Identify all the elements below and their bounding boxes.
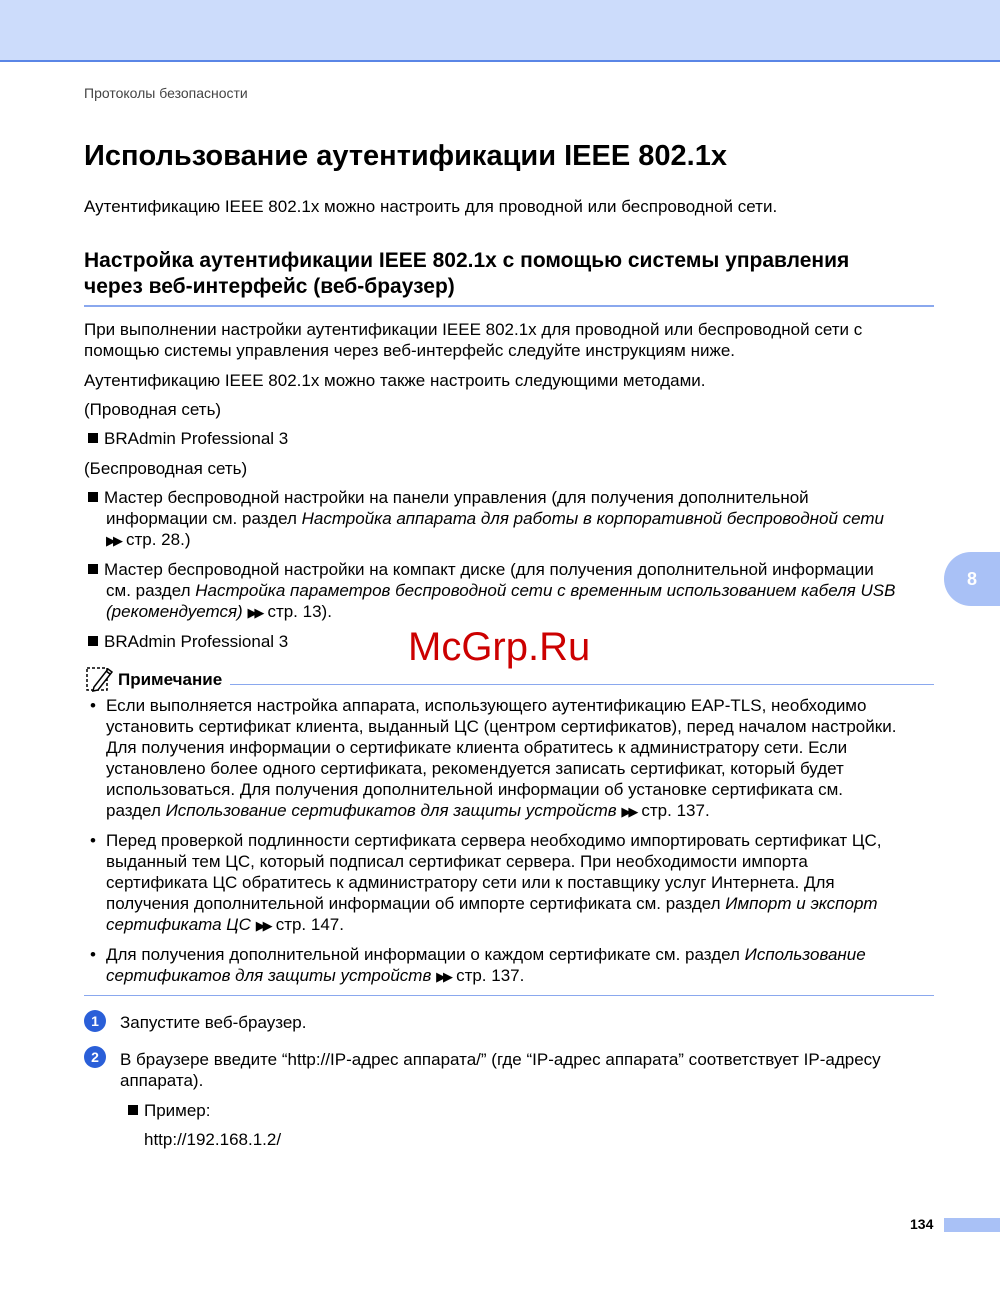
list-item bbox=[88, 428, 938, 449]
double-arrow-icon: ▶▶ bbox=[247, 605, 262, 620]
xref-link[interactable]: Использование bbox=[744, 945, 866, 964]
xref-link[interactable]: Настройка параметров беспроводной сети с временным использованием кабеля USB bbox=[195, 581, 896, 600]
square-bullet-icon bbox=[88, 636, 98, 646]
bullet-dot-icon: • bbox=[90, 696, 96, 715]
note-text: выданный тем ЦС, который подписал сертификат сервера. При необходимости импорта bbox=[106, 852, 808, 871]
chapter-tab[interactable]: 8 bbox=[944, 552, 1000, 606]
example-label: Пример: bbox=[144, 1101, 211, 1120]
example-url: http://192.168.1.2/ bbox=[144, 1130, 282, 1149]
step-1-badge: 1 bbox=[84, 1010, 106, 1032]
note-text: установлено более одного сертификата, рекомендуется записать сертификат, который будет bbox=[106, 759, 844, 778]
footer-bar bbox=[944, 1218, 1000, 1232]
double-arrow-icon: ▶▶ bbox=[106, 533, 120, 548]
note-text: раздел bbox=[106, 801, 166, 820]
paragraph-2: Аутентификацию IEEE 802.1x можно также настроить следующими методами. bbox=[84, 371, 706, 390]
list-item-text: BRAdmin Professional 3 bbox=[104, 429, 289, 448]
section-title-line-1: Настройка аутентификации IEEE 802.1x с помощью системы управления bbox=[84, 249, 850, 272]
square-bullet-icon bbox=[88, 564, 98, 574]
note-text: установить сертификат клиента, выданный ЦС (центром сертификатов), перед началом настройки. bbox=[106, 717, 897, 736]
step-2-text bbox=[120, 1049, 935, 1091]
breadcrumb: Протоколы безопасности bbox=[84, 85, 248, 101]
section-title-line-2: через веб-интерфейс (веб-браузер) bbox=[84, 275, 455, 298]
note-item bbox=[90, 830, 936, 936]
note-text: Если выполняется настройка аппарата, использующего аутентификацию EAP-TLS, необходимо bbox=[106, 696, 867, 715]
note-item bbox=[90, 695, 936, 822]
double-arrow-icon: ▶▶ bbox=[255, 918, 270, 933]
list-item-text: BRAdmin Professional 3 bbox=[104, 632, 289, 651]
section-title bbox=[84, 248, 934, 307]
note-title: Примечание bbox=[118, 670, 223, 689]
note-text: получения дополнительной информации об импорте сертификата см. раздел bbox=[106, 894, 726, 913]
wireless-label: (Беспроводная сеть) bbox=[84, 459, 248, 478]
note-text: Для получения дополнительной информации о каждом сертификате см. раздел bbox=[106, 945, 745, 964]
step-2-line-1: В браузере введите “http://IP-адрес аппарата/” (где “IP-адрес аппарата” соответствует IP-адресу bbox=[120, 1050, 881, 1069]
list-item-text: Мастер беспроводной настройки на панели управления (для получения дополнительной bbox=[104, 488, 809, 507]
note-text: использоваться. Для получения дополнительной информации об установке сертификата см. bbox=[106, 780, 844, 799]
header-band bbox=[0, 0, 1000, 62]
square-bullet-icon bbox=[88, 492, 98, 502]
paragraph-1-line-2: помощью системы управления через веб-интерфейс следуйте инструкциям ниже. bbox=[84, 341, 735, 360]
list-item-text: информации см. раздел bbox=[106, 509, 302, 528]
step-2-badge: 2 bbox=[84, 1046, 106, 1068]
page-ref: стр. 137. bbox=[641, 801, 710, 820]
note-text: Для получения информации о сертификате клиента обратитесь к администратору сети. Если bbox=[106, 738, 848, 757]
page-number: 134 bbox=[910, 1216, 934, 1232]
page-ref: стр. 28.) bbox=[126, 530, 191, 549]
page-title: Использование аутентификации IEEE 802.1x bbox=[84, 140, 727, 172]
square-bullet-icon bbox=[88, 433, 98, 443]
list-item bbox=[88, 487, 938, 551]
example-item bbox=[128, 1100, 928, 1121]
page-ref: стр. 13). bbox=[267, 602, 332, 621]
step-1-text: Запустите веб-браузер. bbox=[120, 1013, 307, 1032]
square-bullet-icon bbox=[128, 1105, 138, 1115]
paragraph-1-line-1: При выполнении настройки аутентификации IEEE 802.1x для проводной или беспроводной сети с bbox=[84, 320, 863, 339]
bullet-dot-icon: • bbox=[90, 831, 96, 850]
double-arrow-icon: ▶▶ bbox=[621, 804, 636, 819]
wired-label: (Проводная сеть) bbox=[84, 400, 222, 419]
list-item bbox=[88, 559, 938, 623]
note-text: сертификата ЦС обратитесь к администратору сети или к поставщику услуг Интернета. Для bbox=[106, 873, 835, 892]
double-arrow-icon: ▶▶ bbox=[436, 969, 451, 984]
xref-link[interactable]: Импорт и экспорт bbox=[725, 894, 878, 913]
xref-link[interactable]: сертификатов для защиты устройств bbox=[106, 966, 432, 985]
intro-text: Аутентификацию IEEE 802.1x можно настроить для проводной или беспроводной сети. bbox=[84, 197, 778, 216]
note-pencil-icon bbox=[84, 663, 114, 693]
note-text: Перед проверкой подлинности сертификата сервера необходимо импортировать сертификат ЦС, bbox=[106, 831, 882, 850]
bullet-dot-icon: • bbox=[90, 945, 96, 964]
xref-link[interactable]: Использование сертификатов для защиты устройств bbox=[165, 801, 617, 820]
note-item bbox=[90, 944, 936, 987]
step-2-line-2: аппарата). bbox=[120, 1071, 204, 1090]
list-item-text: см. раздел bbox=[106, 581, 196, 600]
note-divider bbox=[230, 684, 934, 685]
xref-link[interactable]: сертификата ЦС bbox=[106, 915, 251, 934]
xref-link[interactable]: Настройка аппарата для работы в корпоративной беспроводной сети bbox=[301, 509, 885, 528]
xref-link[interactable]: (рекомендуется) bbox=[106, 602, 243, 621]
page-ref: стр. 137. bbox=[456, 966, 525, 985]
paragraph-1 bbox=[84, 319, 862, 361]
watermark: McGrp.Ru bbox=[408, 625, 591, 669]
list-item-text: Мастер беспроводной настройки на компакт диске (для получения дополнительной информации bbox=[104, 560, 874, 579]
page-ref: стр. 147. bbox=[275, 915, 344, 934]
note-bottom-divider bbox=[84, 995, 934, 996]
